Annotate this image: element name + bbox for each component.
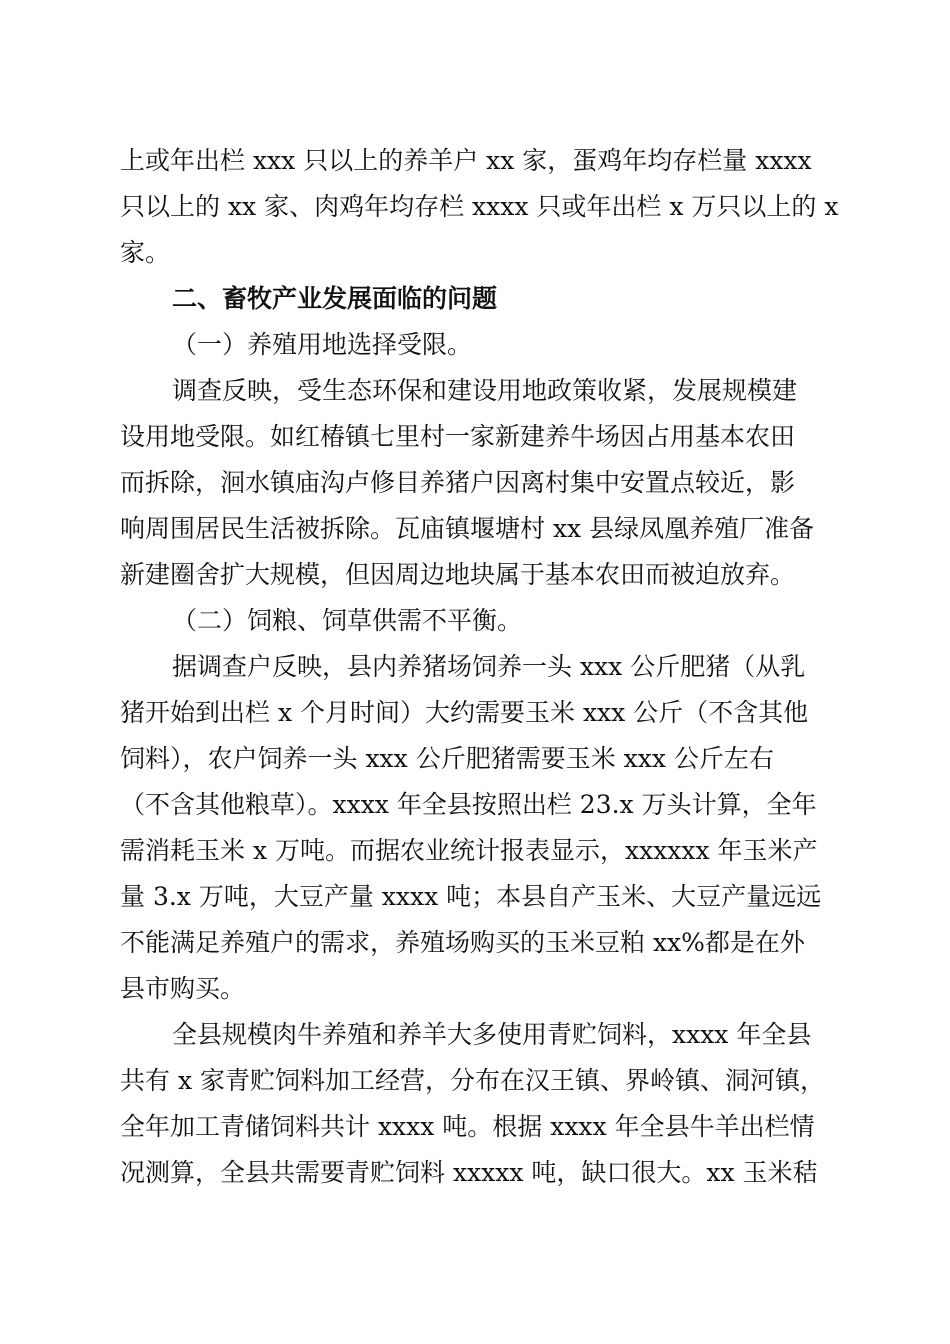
text-line: 新建圈舍扩大规模，但因周边地块属于基本农田而被迫放弃。: [120, 560, 796, 589]
text-line: 全年加工青储饲料共计 xxxx 吨。根据 xxxx 年全县牛羊出栏情: [120, 1112, 815, 1141]
text-line: 况测算，全县共需要青贮饲料 xxxxx 吨，缺口很大。xx 玉米秸: [120, 1158, 818, 1187]
text-line: 县市购买。: [120, 974, 246, 1003]
text-line: 而拆除，洄水镇庙沟卢修目养猪户因离村集中安置点较近，影: [120, 468, 796, 497]
text-line: 不能满足养殖户的需求，养殖场购买的玉米豆粕 xx%都是在外: [120, 928, 805, 957]
subsection-heading: （一）养殖用地选择受限。: [172, 330, 473, 359]
text-line: 上或年出栏 xxx 只以上的养羊户 xx 家，蛋鸡年均存栏量 xxxx: [120, 146, 812, 175]
text-line: 设用地受限。如红椿镇七里村一家新建养牛场因占用基本农田: [120, 422, 796, 451]
text-line: 只以上的 xx 家、肉鸡年均存栏 xxxx 只或年出栏 x 万只以上的 x: [120, 192, 839, 221]
text-line: 据调查户反映，县内养猪场饲养一头 xxx 公斤肥猪（从乳: [172, 652, 806, 681]
text-line: 饲料），农户饲养一头 xxx 公斤肥猪需要玉米 xxx 公斤左右: [120, 744, 774, 773]
text-line: 全县规模肉牛养殖和养羊大多使用青贮饲料，xxxx 年全县: [172, 1020, 812, 1049]
subsection-heading: （二）饲粮、饲草供需不平衡。: [172, 606, 523, 635]
text-line: 响周围居民生活被拆除。瓦庙镇堰塘村 xx 县绿凤凰养殖厂准备: [120, 514, 815, 543]
section-heading: 二、畜牧产业发展面临的问题: [172, 284, 498, 313]
text-line: 家。: [120, 238, 171, 267]
text-line: 量 3.x 万吨，大豆产量 xxxx 吨；本县自产玉米、大豆产量远远: [120, 882, 822, 911]
text-line: 猪开始到出栏 x 个月时间）大约需要玉米 xxx 公斤（不含其他: [120, 698, 809, 727]
document-body: [120, 138, 839, 1196]
text-line: 调查反映，受生态环保和建设用地政策收紧，发展规模建: [172, 376, 798, 405]
text-line: 需消耗玉米 x 万吨。而据农业统计报表显示，xxxxxx 年玉米产: [120, 836, 818, 865]
text-line: （不含其他粮草）。xxxx 年全县按照出栏 23.x 万头计算，全年: [120, 790, 817, 819]
text-line: 共有 x 家青贮饲料加工经营，分布在汉王镇、界岭镇、洞河镇，: [120, 1066, 825, 1095]
